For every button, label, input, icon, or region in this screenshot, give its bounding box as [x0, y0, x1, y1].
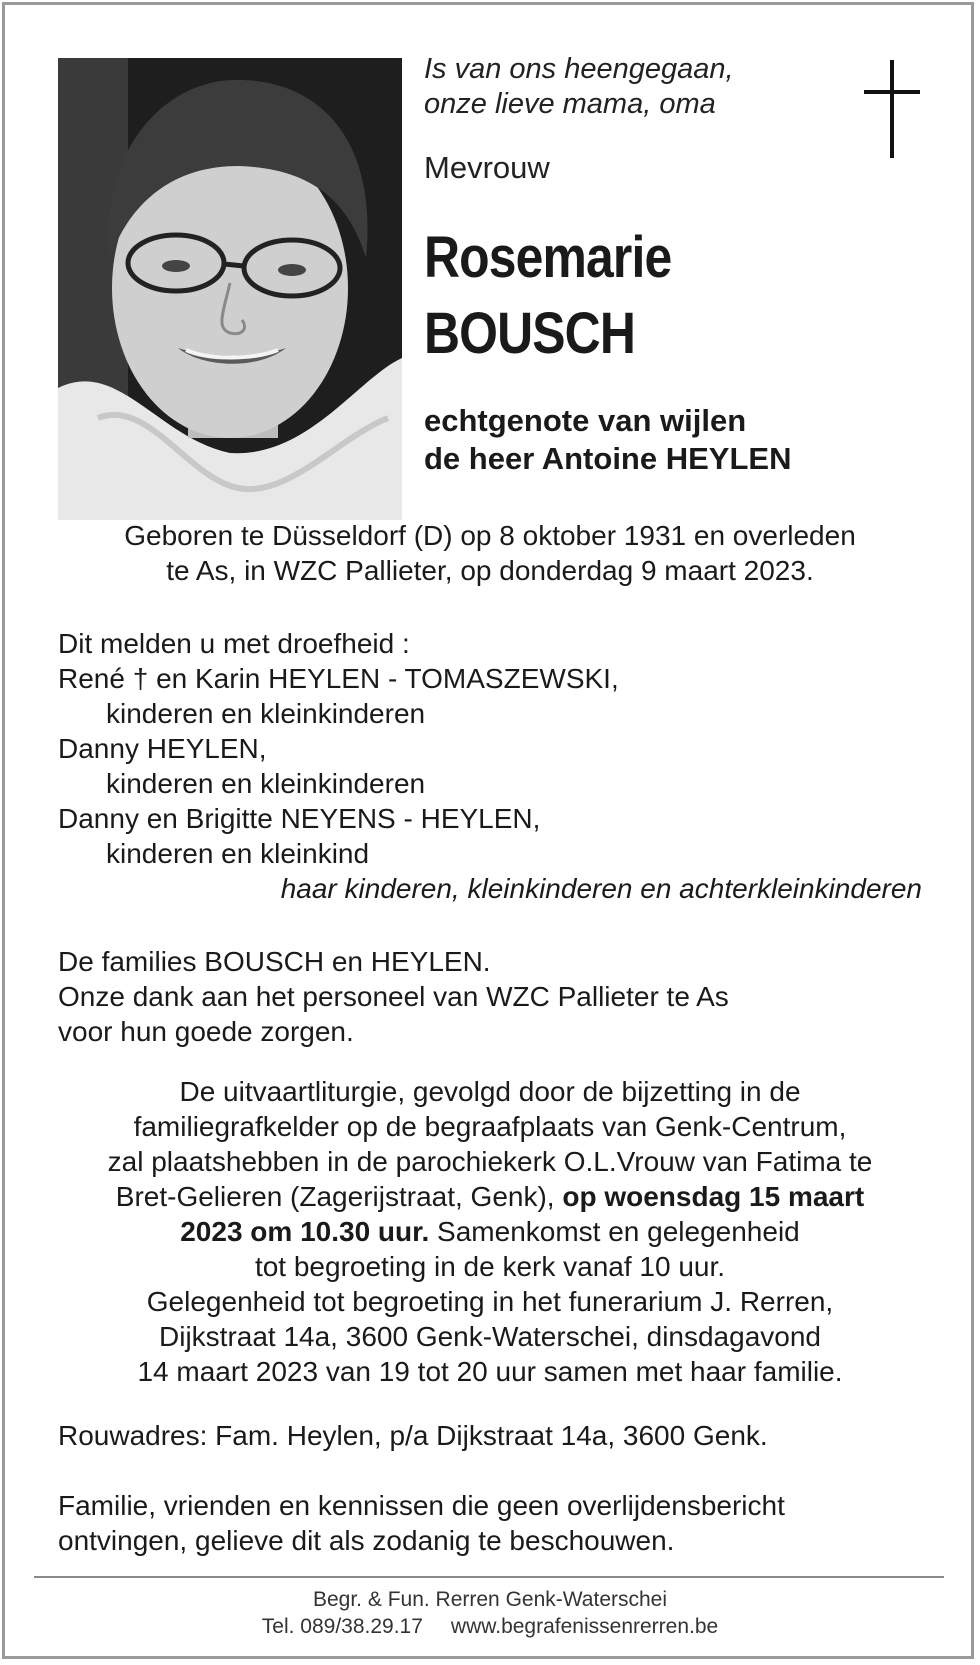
closing-note — [58, 1488, 785, 1558]
cross-icon — [862, 60, 922, 160]
announcement-intro: Dit melden u met droefheid : — [58, 628, 410, 659]
footer-website-link[interactable]: www.begrafenissenrerren.be — [450, 1615, 719, 1638]
liturgy-line: tot begroeting in de kerk vanaf 10 uur. — [254, 1251, 726, 1282]
portrait-photo — [58, 58, 402, 520]
mourner-line: kinderen en kleinkind — [106, 838, 370, 869]
footer-phone: Tel. 089/38.29.17 — [261, 1615, 423, 1638]
birth-death-line-1: Geboren te Düsseldorf (D) op 8 oktober 1931 en overleden — [124, 520, 856, 551]
closing-line-1: Familie, vrienden en kennissen die geen overlijdensbericht — [58, 1490, 785, 1521]
footer — [0, 1586, 980, 1640]
intro-text — [424, 52, 734, 122]
liturgy-line: zal plaatshebben in de parochiekerk O.L.Vrouw van Fatima te — [107, 1146, 873, 1177]
intro-line-2: onze lieve mama, oma — [424, 88, 716, 120]
liturgy-line — [0, 1214, 980, 1249]
funeral-liturgy — [0, 1074, 980, 1389]
families-line-3: voor hun goede zorgen. — [58, 1016, 354, 1047]
liturgy-location: Bret-Gelieren (Zagerijstraat, Genk), — [115, 1181, 563, 1212]
families-line-2: Onze dank aan het personeel van WZC Pallieter te As — [58, 981, 729, 1012]
liturgy-line: 14 maart 2023 van 19 tot 20 uur samen met haar familie. — [137, 1356, 843, 1387]
spouse-info — [424, 402, 791, 478]
spouse-line-1: echtgenote van wijlen — [424, 403, 747, 438]
honorific: Mevrouw — [424, 150, 550, 185]
liturgy-line: familiegrafkelder op de begraafplaats van Genk-Centrum, — [133, 1111, 847, 1142]
footer-contact — [0, 1613, 980, 1640]
mourner-line: Danny HEYLEN, — [58, 733, 267, 764]
liturgy-line — [0, 1179, 980, 1214]
mourning-address: Rouwadres: Fam. Heylen, p/a Dijkstraat 14a, 3600 Genk. — [58, 1420, 768, 1451]
mourner-summary: haar kinderen, kleinkinderen en achterkleinkinderen — [280, 873, 922, 904]
closing-line-2: ontvingen, gelieve dit als zodanig te beschouwen. — [58, 1525, 675, 1556]
birth-death-info — [0, 518, 980, 588]
mourner-line: kinderen en kleinkinderen — [106, 698, 426, 729]
families-thanks — [58, 944, 729, 1049]
spouse-line-2: de heer Antoine HEYLEN — [424, 441, 792, 476]
liturgy-date: op woensdag 15 maart — [562, 1181, 865, 1212]
liturgy-gathering: Samenkomst en gelegenheid — [429, 1216, 800, 1247]
families-line-1: De families BOUSCH en HEYLEN. — [58, 946, 491, 977]
deceased-last-name: BOUSCH — [424, 301, 635, 366]
footer-divider — [34, 1576, 944, 1578]
intro-line-1: Is van ons heengegaan, — [424, 53, 734, 85]
liturgy-line: Gelegenheid tot begroeting in het funerarium J. Rerren, — [146, 1286, 834, 1317]
birth-death-line-2: te As, in WZC Pallieter, op donderdag 9 maart 2023. — [166, 555, 814, 586]
liturgy-line: De uitvaartliturgie, gevolgd door de bijzetting in de — [179, 1076, 801, 1107]
liturgy-line: Dijkstraat 14a, 3600 Genk-Waterschei, dinsdagavond — [159, 1321, 821, 1352]
funeral-company: Begr. & Fun. Rerren Genk-Waterschei — [312, 1588, 668, 1611]
mourner-line: Danny en Brigitte NEYENS - HEYLEN, — [58, 803, 541, 834]
mourner-line: kinderen en kleinkinderen — [106, 768, 426, 799]
mourner-line: René † en Karin HEYLEN - TOMASZEWSKI, — [58, 663, 619, 694]
announcement — [58, 626, 938, 906]
liturgy-time: 2023 om 10.30 uur. — [180, 1216, 430, 1247]
deceased-first-name: Rosemarie — [424, 225, 672, 290]
